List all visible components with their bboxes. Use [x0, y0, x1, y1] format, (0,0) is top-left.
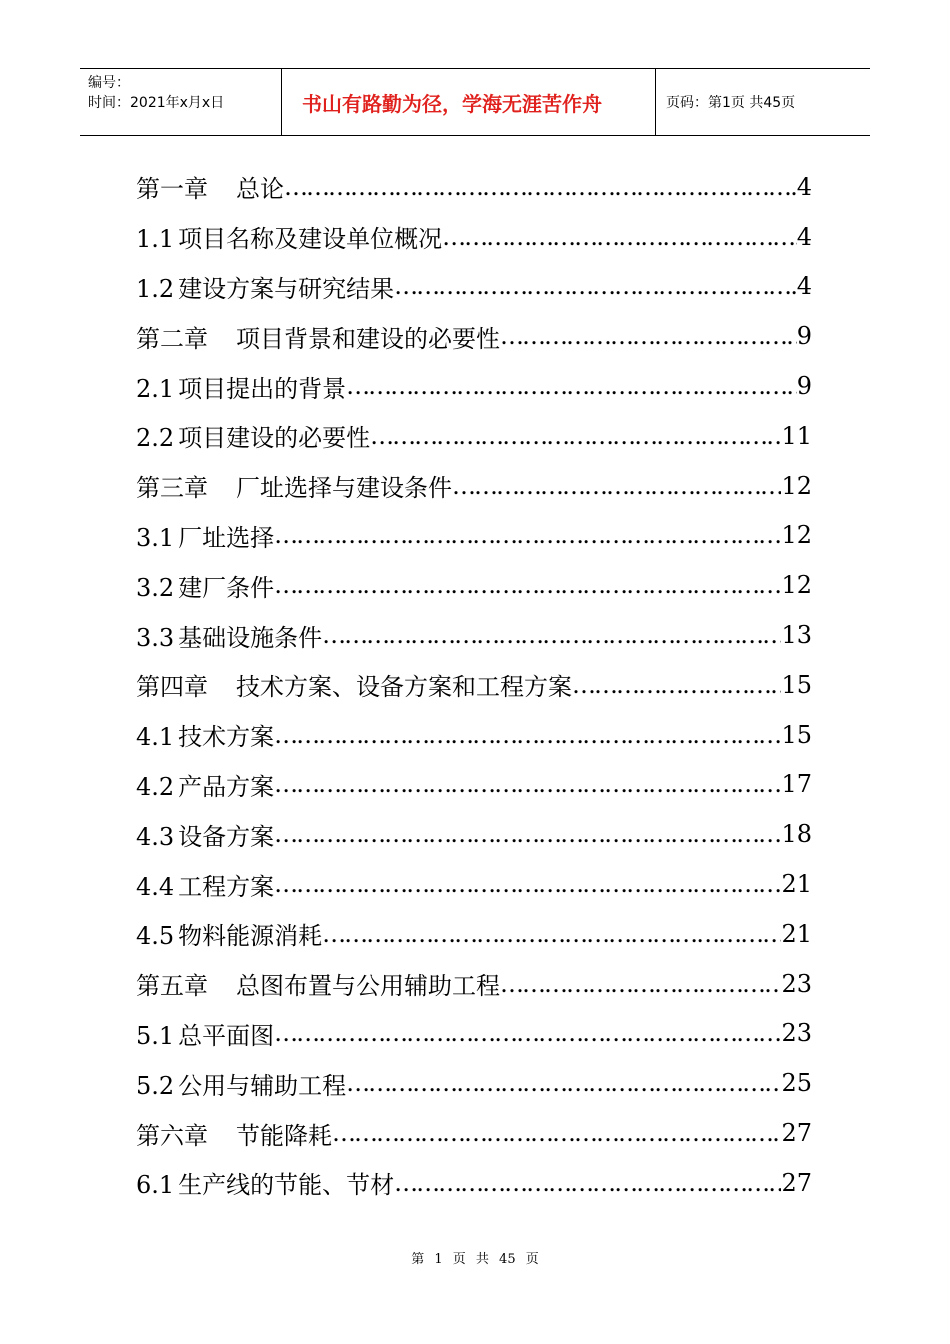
- toc-chapter-entry[interactable]: [136, 311, 812, 361]
- toc-chapter-entry[interactable]: [136, 959, 812, 1009]
- toc-entry-title: [136, 219, 442, 254]
- toc-page-number: 18: [781, 820, 812, 849]
- toc-page-number: 9: [796, 372, 812, 401]
- toc-entry-title: [136, 867, 274, 902]
- toc-page-number: 9: [796, 322, 812, 351]
- toc-entry-number: 第三章: [136, 474, 208, 503]
- toc-dot-leader: [274, 721, 781, 749]
- toc-section-entry[interactable]: [136, 361, 812, 411]
- toc-entry-text: 技术方案、设备方案和工程方案: [236, 673, 572, 702]
- toc-section-entry[interactable]: [136, 262, 812, 312]
- page-header: [80, 68, 870, 136]
- toc-entry-title: [136, 568, 274, 603]
- document-date: 时间：2021年x月x日: [88, 95, 225, 111]
- toc-entry-number: 1.1: [136, 225, 175, 254]
- toc-entry-title: [136, 618, 322, 653]
- toc-dot-leader: [274, 770, 781, 798]
- toc-entry-number: 1.2: [136, 274, 175, 303]
- toc-dot-leader: [274, 521, 781, 549]
- toc-entry-text: 生产线的节能、节材: [178, 1171, 395, 1200]
- toc-page-number: 21: [781, 870, 812, 899]
- toc-entry-title: [136, 667, 572, 702]
- toc-dot-leader: [274, 1019, 781, 1047]
- toc-entry-text: 项目提出的背景: [178, 374, 347, 403]
- toc-dot-leader: [346, 372, 797, 400]
- toc-entry-number: 3.1: [136, 523, 175, 552]
- toc-entry-number: 4.1: [136, 723, 175, 752]
- toc-entry-title: [136, 817, 274, 852]
- toc-page-number: 11: [781, 421, 812, 450]
- toc-page-number: 15: [781, 720, 812, 749]
- toc-dot-leader: [452, 472, 781, 500]
- toc-entry-title: [136, 1165, 394, 1200]
- toc-entry-title: [136, 966, 500, 1001]
- toc-entry-title: [136, 717, 274, 752]
- toc-entry-number: 4.4: [136, 872, 175, 901]
- toc-entry-number: 2.1: [136, 374, 175, 403]
- toc-entry-number: 第四章: [136, 673, 208, 702]
- toc-entry-number: 2.2: [136, 424, 175, 453]
- toc-dot-leader: [370, 422, 781, 450]
- toc-entry-title: [136, 169, 284, 204]
- toc-entry-text: 总论: [236, 175, 284, 204]
- toc-dot-leader: [284, 173, 797, 201]
- toc-page-number: 27: [781, 1119, 812, 1148]
- toc-section-entry[interactable]: [136, 809, 812, 859]
- toc-dot-leader: [500, 322, 797, 350]
- toc-page-number: 15: [781, 670, 812, 699]
- toc-page-number: 23: [781, 969, 812, 998]
- toc-entry-title: [136, 1016, 274, 1051]
- toc-chapter-entry[interactable]: [136, 461, 812, 511]
- motto-text: 书山有路勤为径，学海无涯苦作舟: [302, 91, 602, 116]
- toc-dot-leader: [442, 223, 797, 251]
- toc-dot-leader: [394, 272, 797, 300]
- toc-page-number: 17: [781, 770, 812, 799]
- toc-entry-text: 厂址选择与建设条件: [236, 474, 452, 503]
- toc-entry-title: [136, 1116, 332, 1151]
- toc-section-entry[interactable]: [136, 1158, 812, 1208]
- toc-section-entry[interactable]: [136, 1058, 812, 1108]
- toc-entry-text: 工程方案: [178, 872, 275, 901]
- toc-section-entry[interactable]: [136, 1009, 812, 1059]
- toc-entry-text: 设备方案: [178, 822, 275, 851]
- toc-page-number: 4: [796, 172, 812, 201]
- toc-page-number: 25: [781, 1069, 812, 1098]
- toc-section-entry[interactable]: [136, 212, 812, 262]
- toc-entry-number: 5.2: [136, 1071, 175, 1100]
- toc-section-entry[interactable]: [136, 511, 812, 561]
- toc-dot-leader: [322, 621, 781, 649]
- toc-entry-title: [136, 1066, 346, 1101]
- toc-entry-number: 4.2: [136, 772, 175, 801]
- toc-dot-leader: [274, 571, 781, 599]
- table-of-contents: [136, 162, 812, 1208]
- toc-page-number: 13: [781, 621, 812, 650]
- toc-section-entry[interactable]: [136, 760, 812, 810]
- toc-page-number: 12: [781, 571, 812, 600]
- toc-chapter-entry[interactable]: [136, 1108, 812, 1158]
- toc-page-number: 4: [796, 222, 812, 251]
- toc-entry-number: 4.3: [136, 822, 175, 851]
- document-code-label: 编号：: [88, 75, 130, 91]
- toc-entry-text: 产品方案: [178, 772, 275, 801]
- toc-entry-text: 项目建设的必要性: [178, 424, 371, 453]
- toc-entry-number: 5.1: [136, 1021, 175, 1050]
- toc-entry-title: [136, 269, 394, 304]
- toc-section-entry[interactable]: [136, 560, 812, 610]
- toc-page-number: 23: [781, 1019, 812, 1048]
- toc-entry-text: 总图布置与公用辅助工程: [236, 972, 500, 1001]
- toc-entry-text: 物料能源消耗: [178, 922, 323, 951]
- toc-entry-number: 6.1: [136, 1171, 175, 1200]
- toc-dot-leader: [346, 1069, 781, 1097]
- toc-dot-leader: [322, 920, 781, 948]
- toc-entry-text: 建厂条件: [178, 573, 275, 602]
- toc-chapter-entry[interactable]: [136, 162, 812, 212]
- toc-dot-leader: [572, 671, 781, 699]
- toc-entry-title: [136, 767, 274, 802]
- toc-section-entry[interactable]: [136, 710, 812, 760]
- toc-page-number: 4: [796, 272, 812, 301]
- toc-entry-text: 建设方案与研究结果: [178, 274, 395, 303]
- toc-entry-title: [136, 518, 274, 553]
- toc-entry-text: 基础设施条件: [178, 623, 323, 652]
- toc-entry-number: 第五章: [136, 972, 208, 1001]
- toc-section-entry[interactable]: [136, 859, 812, 909]
- toc-dot-leader: [332, 1119, 781, 1147]
- toc-dot-leader: [274, 820, 781, 848]
- toc-page-number: 21: [781, 919, 812, 948]
- toc-entry-number: 4.5: [136, 922, 175, 951]
- toc-entry-title: [136, 369, 346, 404]
- header-meta: [80, 69, 282, 135]
- toc-dot-leader: [500, 970, 781, 998]
- toc-entry-text: 项目背景和建设的必要性: [236, 324, 500, 353]
- toc-dot-leader: [274, 870, 781, 898]
- page-footer: 第 1 页 共 45 页: [411, 1252, 539, 1267]
- toc-entry-title: [136, 468, 452, 503]
- toc-entry-text: 总平面图: [178, 1021, 275, 1050]
- toc-entry-number: 第一章: [136, 175, 208, 204]
- toc-page-number: 12: [781, 471, 812, 500]
- toc-entry-text: 厂址选择: [178, 523, 275, 552]
- toc-chapter-entry[interactable]: [136, 660, 812, 710]
- header-motto: [282, 69, 656, 135]
- toc-section-entry[interactable]: [136, 411, 812, 461]
- toc-entry-number: 3.2: [136, 573, 175, 602]
- toc-entry-text: 项目名称及建设单位概况: [178, 225, 443, 254]
- toc-entry-title: [136, 418, 370, 453]
- toc-page-number: 12: [781, 521, 812, 550]
- toc-entry-number: 第二章: [136, 324, 208, 353]
- toc-section-entry[interactable]: [136, 909, 812, 959]
- toc-section-entry[interactable]: [136, 610, 812, 660]
- toc-entry-text: 节能降耗: [236, 1121, 332, 1150]
- toc-entry-number: 第六章: [136, 1121, 208, 1150]
- toc-entry-title: [136, 916, 322, 951]
- toc-entry-title: [136, 319, 500, 354]
- header-page-info: 页码：第1页 共45页: [666, 95, 796, 111]
- toc-page-number: 27: [781, 1168, 812, 1197]
- toc-dot-leader: [394, 1169, 781, 1197]
- toc-entry-number: 3.3: [136, 623, 175, 652]
- toc-entry-text: 公用与辅助工程: [178, 1071, 347, 1100]
- toc-entry-text: 技术方案: [178, 723, 275, 752]
